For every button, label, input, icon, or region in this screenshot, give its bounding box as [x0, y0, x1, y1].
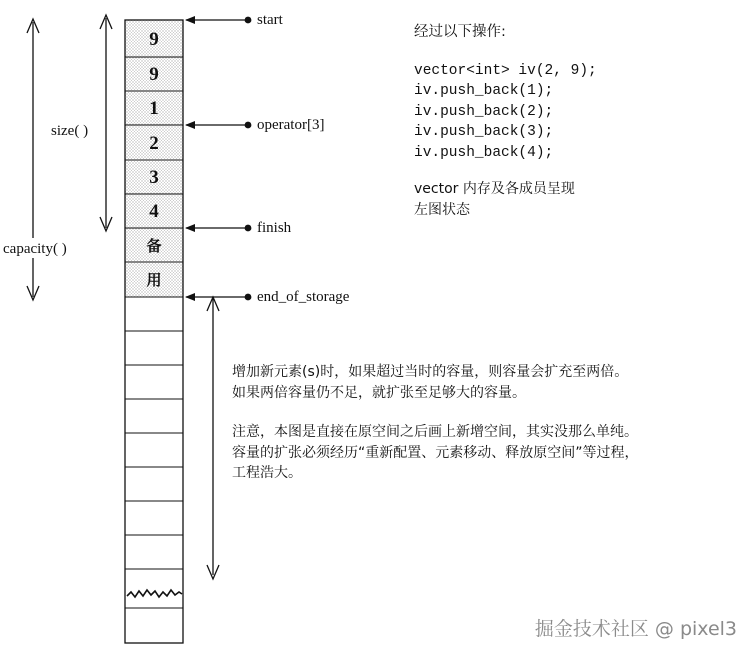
cell-value: 3 — [149, 167, 159, 188]
cell-value: 4 — [149, 201, 159, 222]
code-line: iv.push_back(2); — [414, 103, 554, 120]
cell-value: 1 — [149, 98, 159, 119]
note-line: 工程浩大。 — [232, 465, 302, 481]
used-memory-shading — [125, 20, 183, 297]
start-pointer — [186, 17, 251, 24]
code-line: iv.push_back(4); — [414, 144, 554, 161]
watermark: 掘金技术社区 @ pixel3 — [534, 618, 737, 640]
operator-label: operator[3] — [257, 117, 325, 133]
intro-heading: 经过以下操作: — [414, 24, 506, 40]
finish-pointer — [186, 225, 251, 232]
note-line: 增加新元素(s)时，如果超过当时的容量，则容量会扩充至两倍。 — [232, 364, 629, 380]
expansion-arrow — [207, 297, 219, 579]
note-line: 注意，本图是直接在原空间之后画上新增空间，其实没那么单纯。 — [232, 424, 638, 440]
break-mark — [127, 590, 182, 597]
state-line: 左图状态 — [414, 201, 470, 218]
cell-value: 2 — [149, 133, 159, 154]
note-line: 如果两倍容量仍不足，就扩张至足够大的容量。 — [232, 384, 526, 401]
end-of-storage-label: end_of_storage — [257, 289, 350, 305]
start-label: start — [257, 12, 283, 28]
code-line: iv.push_back(1); — [414, 83, 554, 99]
cell-reserved-1: 备 — [146, 237, 162, 255]
cell-reserved-2: 用 — [146, 271, 162, 289]
cell-value: 9 — [149, 29, 159, 50]
state-line: vector 内存及各成员呈现 — [414, 181, 575, 197]
size-label: size( ) — [51, 123, 89, 139]
size-arrow — [100, 15, 112, 231]
intro-block — [414, 22, 597, 220]
capacity-label: capacity( ) — [3, 241, 67, 257]
operator-pointer — [186, 122, 251, 129]
finish-label: finish — [257, 220, 292, 236]
notes-block — [232, 362, 639, 484]
note-line: 容量的扩张必须经历“重新配置、元素移动、释放原空间”等过程， — [232, 444, 639, 461]
end-of-storage-pointer — [186, 294, 251, 301]
code-line: vector<int> iv(2, 9); — [414, 62, 597, 79]
cell-value: 9 — [149, 64, 159, 85]
code-line: iv.push_back(3); — [414, 124, 554, 140]
